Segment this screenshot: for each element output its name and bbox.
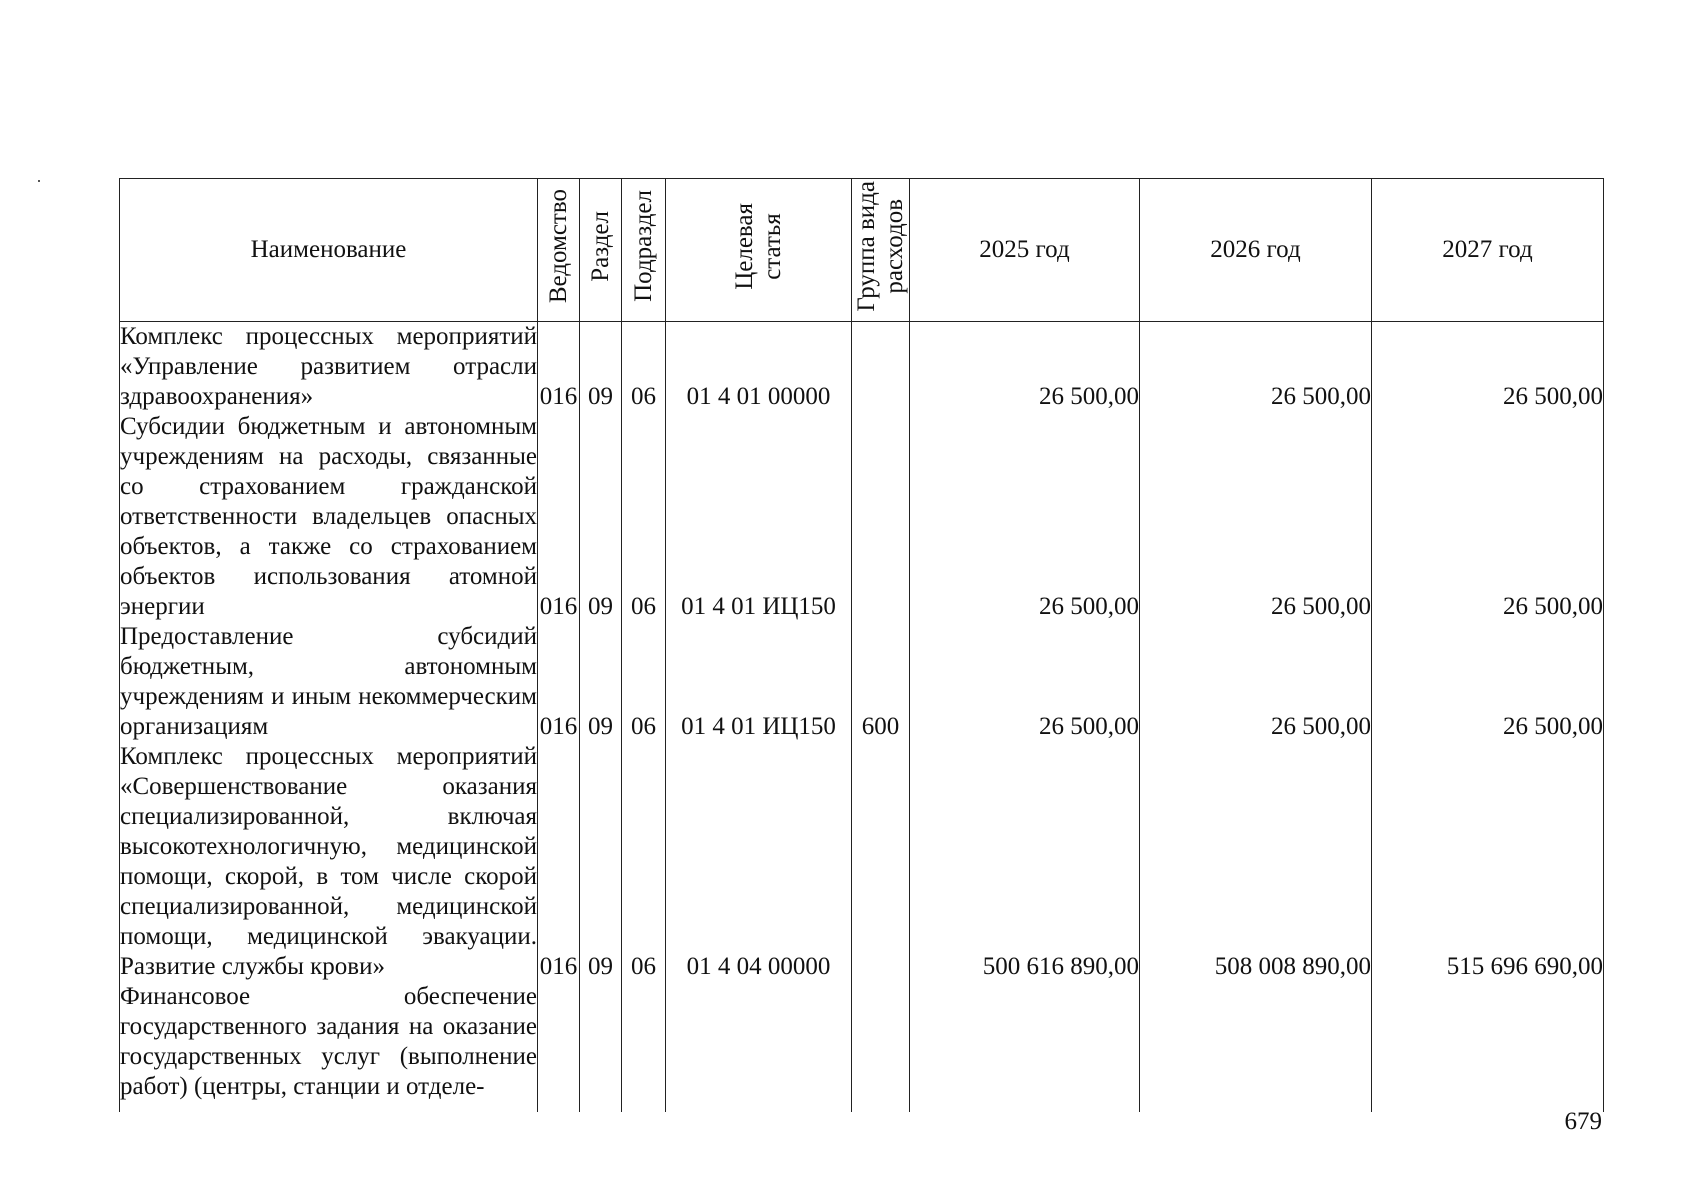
row-celevaya-statya: 01 4 04 00000 bbox=[666, 742, 852, 982]
row-podrazdel: 06 bbox=[622, 742, 666, 982]
row-amount-2025 bbox=[910, 982, 1140, 1112]
table-header-row bbox=[120, 179, 1604, 322]
row-vedomstvo bbox=[538, 982, 580, 1112]
row-celevaya-statya: 01 4 01 ИЦ150 bbox=[666, 412, 852, 622]
table-row bbox=[120, 742, 1604, 982]
row-vid-rashodov bbox=[852, 982, 910, 1112]
row-celevaya-statya bbox=[666, 982, 852, 1112]
header-2027: 2027 год bbox=[1372, 179, 1604, 322]
row-amount-2027: 26 500,00 bbox=[1372, 412, 1604, 622]
row-razdel: 09 bbox=[580, 622, 622, 742]
table-row bbox=[120, 412, 1604, 622]
table-row bbox=[120, 982, 1604, 1112]
row-amount-2026: 26 500,00 bbox=[1140, 322, 1372, 413]
row-podrazdel: 06 bbox=[622, 622, 666, 742]
row-razdel bbox=[580, 982, 622, 1112]
row-amount-2026 bbox=[1140, 982, 1372, 1112]
row-amount-2025: 26 500,00 bbox=[910, 622, 1140, 742]
header-2025: 2025 год bbox=[910, 179, 1140, 322]
row-amount-2027 bbox=[1372, 982, 1604, 1112]
row-name: Предоставление субсидий бюджетным, автономным учреждениям и иным некоммерческим организациям bbox=[120, 623, 537, 740]
header-vedomstvo: Ведомство bbox=[538, 179, 580, 322]
row-name: Комплекс процессных мероприятий «Совершенствование оказания специализированной, включая высокотехнологичную, медицинской помощи, скорой, в том числе скорой специализированной, медицинской помощи, медицинской эвакуации. Развитие службы крови» bbox=[120, 743, 537, 980]
row-vid-rashodov bbox=[852, 322, 910, 413]
row-razdel: 09 bbox=[580, 742, 622, 982]
row-name: Финансовое обеспечение государственного задания на оказание государственных услуг (выполнение работ) (центры, станции и отделе- bbox=[120, 982, 538, 1112]
row-amount-2027: 515 696 690,00 bbox=[1372, 742, 1604, 982]
row-vedomstvo: 016 bbox=[538, 742, 580, 982]
row-amount-2027: 26 500,00 bbox=[1372, 322, 1604, 413]
row-vid-rashodov bbox=[852, 742, 910, 982]
row-celevaya-statya: 01 4 01 00000 bbox=[666, 322, 852, 413]
row-vedomstvo: 016 bbox=[538, 412, 580, 622]
row-celevaya-statya: 01 4 01 ИЦ150 bbox=[666, 622, 852, 742]
row-vedomstvo: 016 bbox=[538, 622, 580, 742]
row-amount-2025: 26 500,00 bbox=[910, 412, 1140, 622]
row-amount-2025: 26 500,00 bbox=[910, 322, 1140, 413]
row-podrazdel: 06 bbox=[622, 412, 666, 622]
table-row bbox=[120, 622, 1604, 742]
row-amount-2027: 26 500,00 bbox=[1372, 622, 1604, 742]
row-razdel: 09 bbox=[580, 412, 622, 622]
row-vid-rashodov bbox=[852, 412, 910, 622]
row-amount-2025: 500 616 890,00 bbox=[910, 742, 1140, 982]
row-amount-2026: 26 500,00 bbox=[1140, 412, 1372, 622]
header-name: Наименование bbox=[120, 179, 538, 322]
scan-speck bbox=[38, 180, 40, 182]
row-name: Комплекс процессных мероприятий «Управление развитием отрасли здравоохранения» bbox=[120, 323, 537, 410]
header-celevaya-statya: Целевая статья bbox=[666, 179, 852, 322]
header-2026: 2026 год bbox=[1140, 179, 1372, 322]
row-name: Субсидии бюджетным и автономным учреждениям на расходы, связанные со страхованием гражданской ответственности владельцев опасных объектов, а также со страхованием объектов использования атомной энергии bbox=[120, 413, 537, 620]
row-razdel: 09 bbox=[580, 322, 622, 413]
row-vedomstvo: 016 bbox=[538, 322, 580, 413]
row-podrazdel bbox=[622, 982, 666, 1112]
row-amount-2026: 26 500,00 bbox=[1140, 622, 1372, 742]
row-podrazdel: 06 bbox=[622, 322, 666, 413]
page-number: 679 bbox=[1564, 1108, 1602, 1135]
row-vid-rashodov: 600 bbox=[852, 622, 910, 742]
header-podrazdel: Подраздел bbox=[622, 179, 666, 322]
budget-table bbox=[119, 178, 1604, 1112]
row-amount-2026: 508 008 890,00 bbox=[1140, 742, 1372, 982]
header-gruppa-vida-rashodov: Группа вида расходов bbox=[852, 179, 910, 322]
table-row bbox=[120, 322, 1604, 413]
header-razdel: Раздел bbox=[580, 179, 622, 322]
